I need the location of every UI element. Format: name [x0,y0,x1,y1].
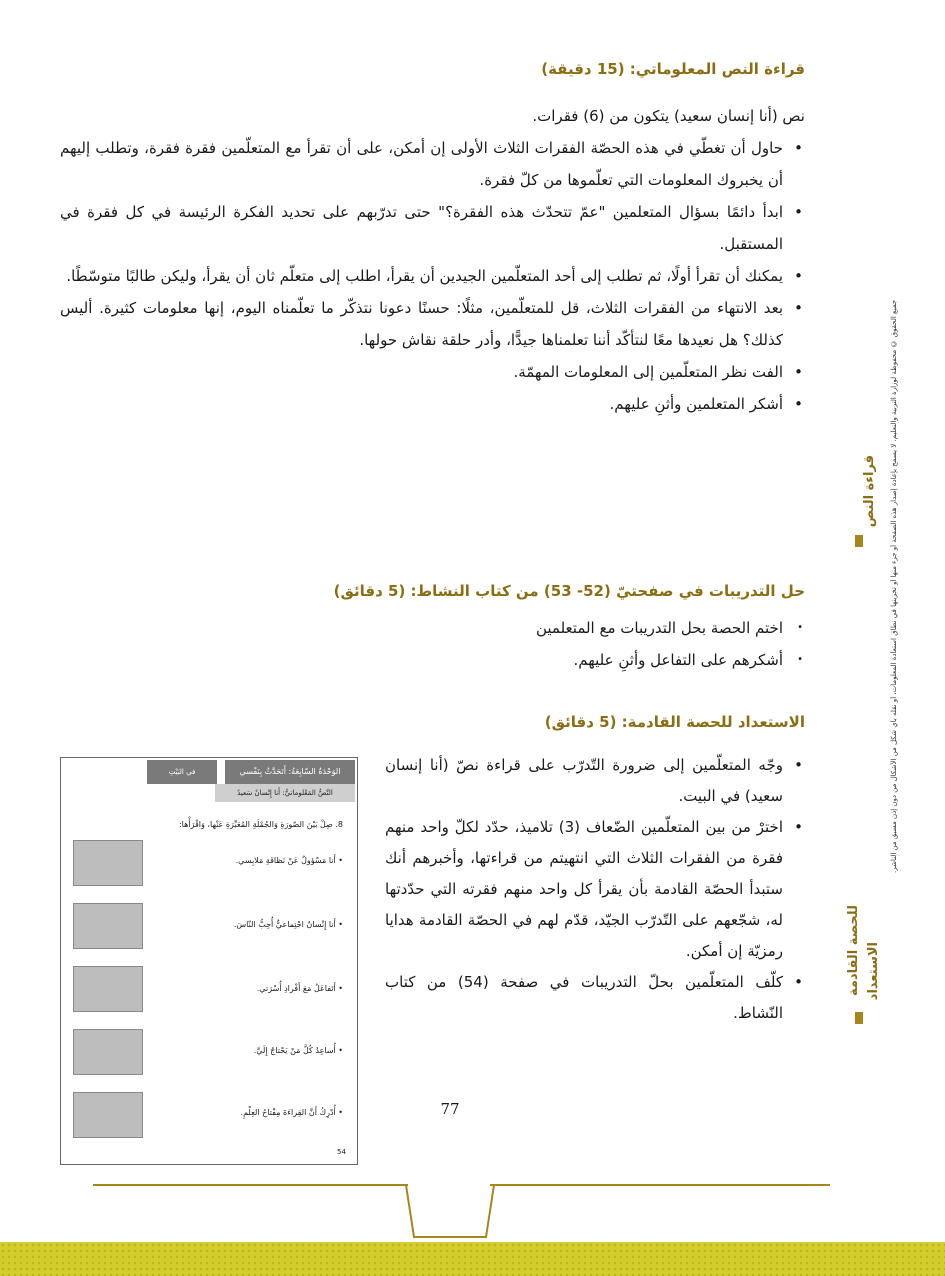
thumbnail-page-number: 54 [337,1148,346,1156]
list-item: • حاول أن تغطّي في هذه الحصّة الفقرات الثلاث الأولى إن أمكن، على أن تقرأ مع المتعلّمين فقرة فقرة، وتطلب إليهم أن يخبروك المعلومات التي تعلّموها من كلّ فقرة. [60,132,805,196]
thumbnail-picture [73,1029,143,1075]
preparation-bullet-list [385,750,805,1029]
section-exercises-body [60,612,805,676]
workbook-page-thumbnail [60,757,358,1165]
section-heading-exercises: حل التدريبات في صفحتيّ (52- 53) من كتاب النشاط: (5 دقائق) [333,582,805,600]
section-heading-reading: قراءة النص المعلوماتي: (15 دقيقة) [541,60,805,78]
thumbnail-question: 8. صِلْ بَيْنَ الصّورَةِ وَالجُمْلَةِ المُعَبِّرَةِ عَنْها، وَاقْرَأْها: [178,820,343,829]
footer-decorative-band [0,1242,945,1276]
list-item: • الفت نظر المتعلّمين إلى المعلومات المهمّة. [60,356,805,388]
exercises-bullet-list [60,612,805,676]
reading-intro: نص (أنا إنسان سعيد) يتكون من (6) فقرات. [532,107,805,125]
thumbnail-sentence: • أُساعِدُ كُلَّ مَنْ يَحْتاجُ إِلَيَّ. [253,1046,343,1055]
thumbnail-sentence: • أَنا مَسْؤولٌ عَنْ نَظافَةِ مَلابِسي. [235,856,343,865]
section-preparation-body [385,750,805,1029]
copyright-notice: جميع الحقوق © محفوظة لوزارة التربية والتعليم. لا يسمح بإعادة إصدار هذه الصفحة أو جزء منها أو تخزينها في نطاق استعادة المعلومات، أو نقله بأي شكل من الأشكال من دون إذن مسبق من الناشر. [890,300,898,874]
list-item: • وجّه المتعلّمين إلى ضرورة التّدرّب على قراءة نصّ (أنا إنسان سعيد) في البيت. [385,750,805,812]
list-item: • يمكنك أن تقرأ أولًا، ثم تطلب إلى أحد المتعلّمين الجيدين أن يقرأ، اطلب إلى متعلّم ثان أن يقرأ، وليكن طالبًا متوسّطًا. [60,260,805,292]
list-item: • اخترْ من بين المتعلّمين الضّعاف (3) تلاميذ، حدّد لكلّ واحد منهم فقرة من الفقرات الثلاث التي انتهيتم من قراءتها، وأخبرهم أنك ستبدأ الحصّة القادمة بأن يقرأ كل واحد منهم فقرته التي حدّدتها له، شجّعهم على التّدرّب الجيّد، قدّم لهم في الحصّة القادمة هدايا رمزيّة إن أمكن. [385,812,805,967]
list-item: • بعد الانتهاء من الفقرات الثلاث، قل للمتعلّمين، مثلًا: حسنًا دعونا نتذكّر ما تعلّمناه اليوم، إنها معلومات كثيرة. أليس كذلك؟ هل نعيدها معًا لنتأكّد أننا تعلمناها جيدًّا، وأدر حلقة نقاش حولها. [60,292,805,356]
footer-rule-right [490,1184,830,1186]
footer-rule-left [93,1184,408,1186]
list-item: • كلّف المتعلّمين بحلّ التدريبات في صفحة (54) من كتاب النّشاط. [385,967,805,1029]
thumbnail-home-tag: في البَيْتِ [147,760,217,784]
thumbnail-text-title: النَّصُّ المَعْلوماتيُّ: أَنا إِنْسانٌ سَعيدٌ [215,784,355,802]
sidebar-label-reading: قراءة النص [862,455,877,528]
sidebar-marker-reading [855,535,863,547]
sidebar-label-preparation-1: الاستعداد [866,942,881,1001]
thumbnail-picture [73,966,143,1012]
section-heading-preparation: الاستعداد للحصة القادمة: (5 دقائق) [544,713,805,731]
footer-tab-outline [400,1183,500,1243]
thumbnail-picture [73,840,143,886]
section-reading-body [60,100,805,420]
reading-bullet-list [60,132,805,420]
thumbnail-unit-header: الوَحْدَةُ السّابِعَةُ: أَتَحَدَّثُ بِنَفْسي [225,760,355,784]
sidebar-label-preparation-2: للحصة القادمة [846,905,861,996]
list-item: • اختم الحصة بحل التدريبات مع المتعلمين [60,612,805,644]
thumbnail-sentence: • أَتَفاعَلُ مَعَ أَفْرادِ أُسْرَتي. [256,984,343,993]
thumbnail-picture [73,1092,143,1138]
thumbnail-sentence: • أَنا إِنْسانٌ اجْتِماعيٌّ أُحِبُّ النّاسَ. [233,920,343,929]
list-item: • أشكرهم على التفاعل وأثنِ عليهم. [60,644,805,676]
list-item: • أشكر المتعلمين وأثنِ عليهم. [60,388,805,420]
list-item: • ابدأ دائمًا بسؤال المتعلمين "عمّ تتحدّث هذه الفقرة؟" حتى تدرّبهم على تحديد الفكرة الرئيسة في كل فقرة في المستقبل. [60,196,805,260]
thumbnail-picture [73,903,143,949]
thumbnail-sentence: • أُدْرِكُ أَنَّ القِراءَةَ مِفْتاحُ العِلْمِ. [240,1108,343,1117]
page-number: 77 [440,1100,460,1118]
sidebar-marker-preparation [855,1012,863,1024]
